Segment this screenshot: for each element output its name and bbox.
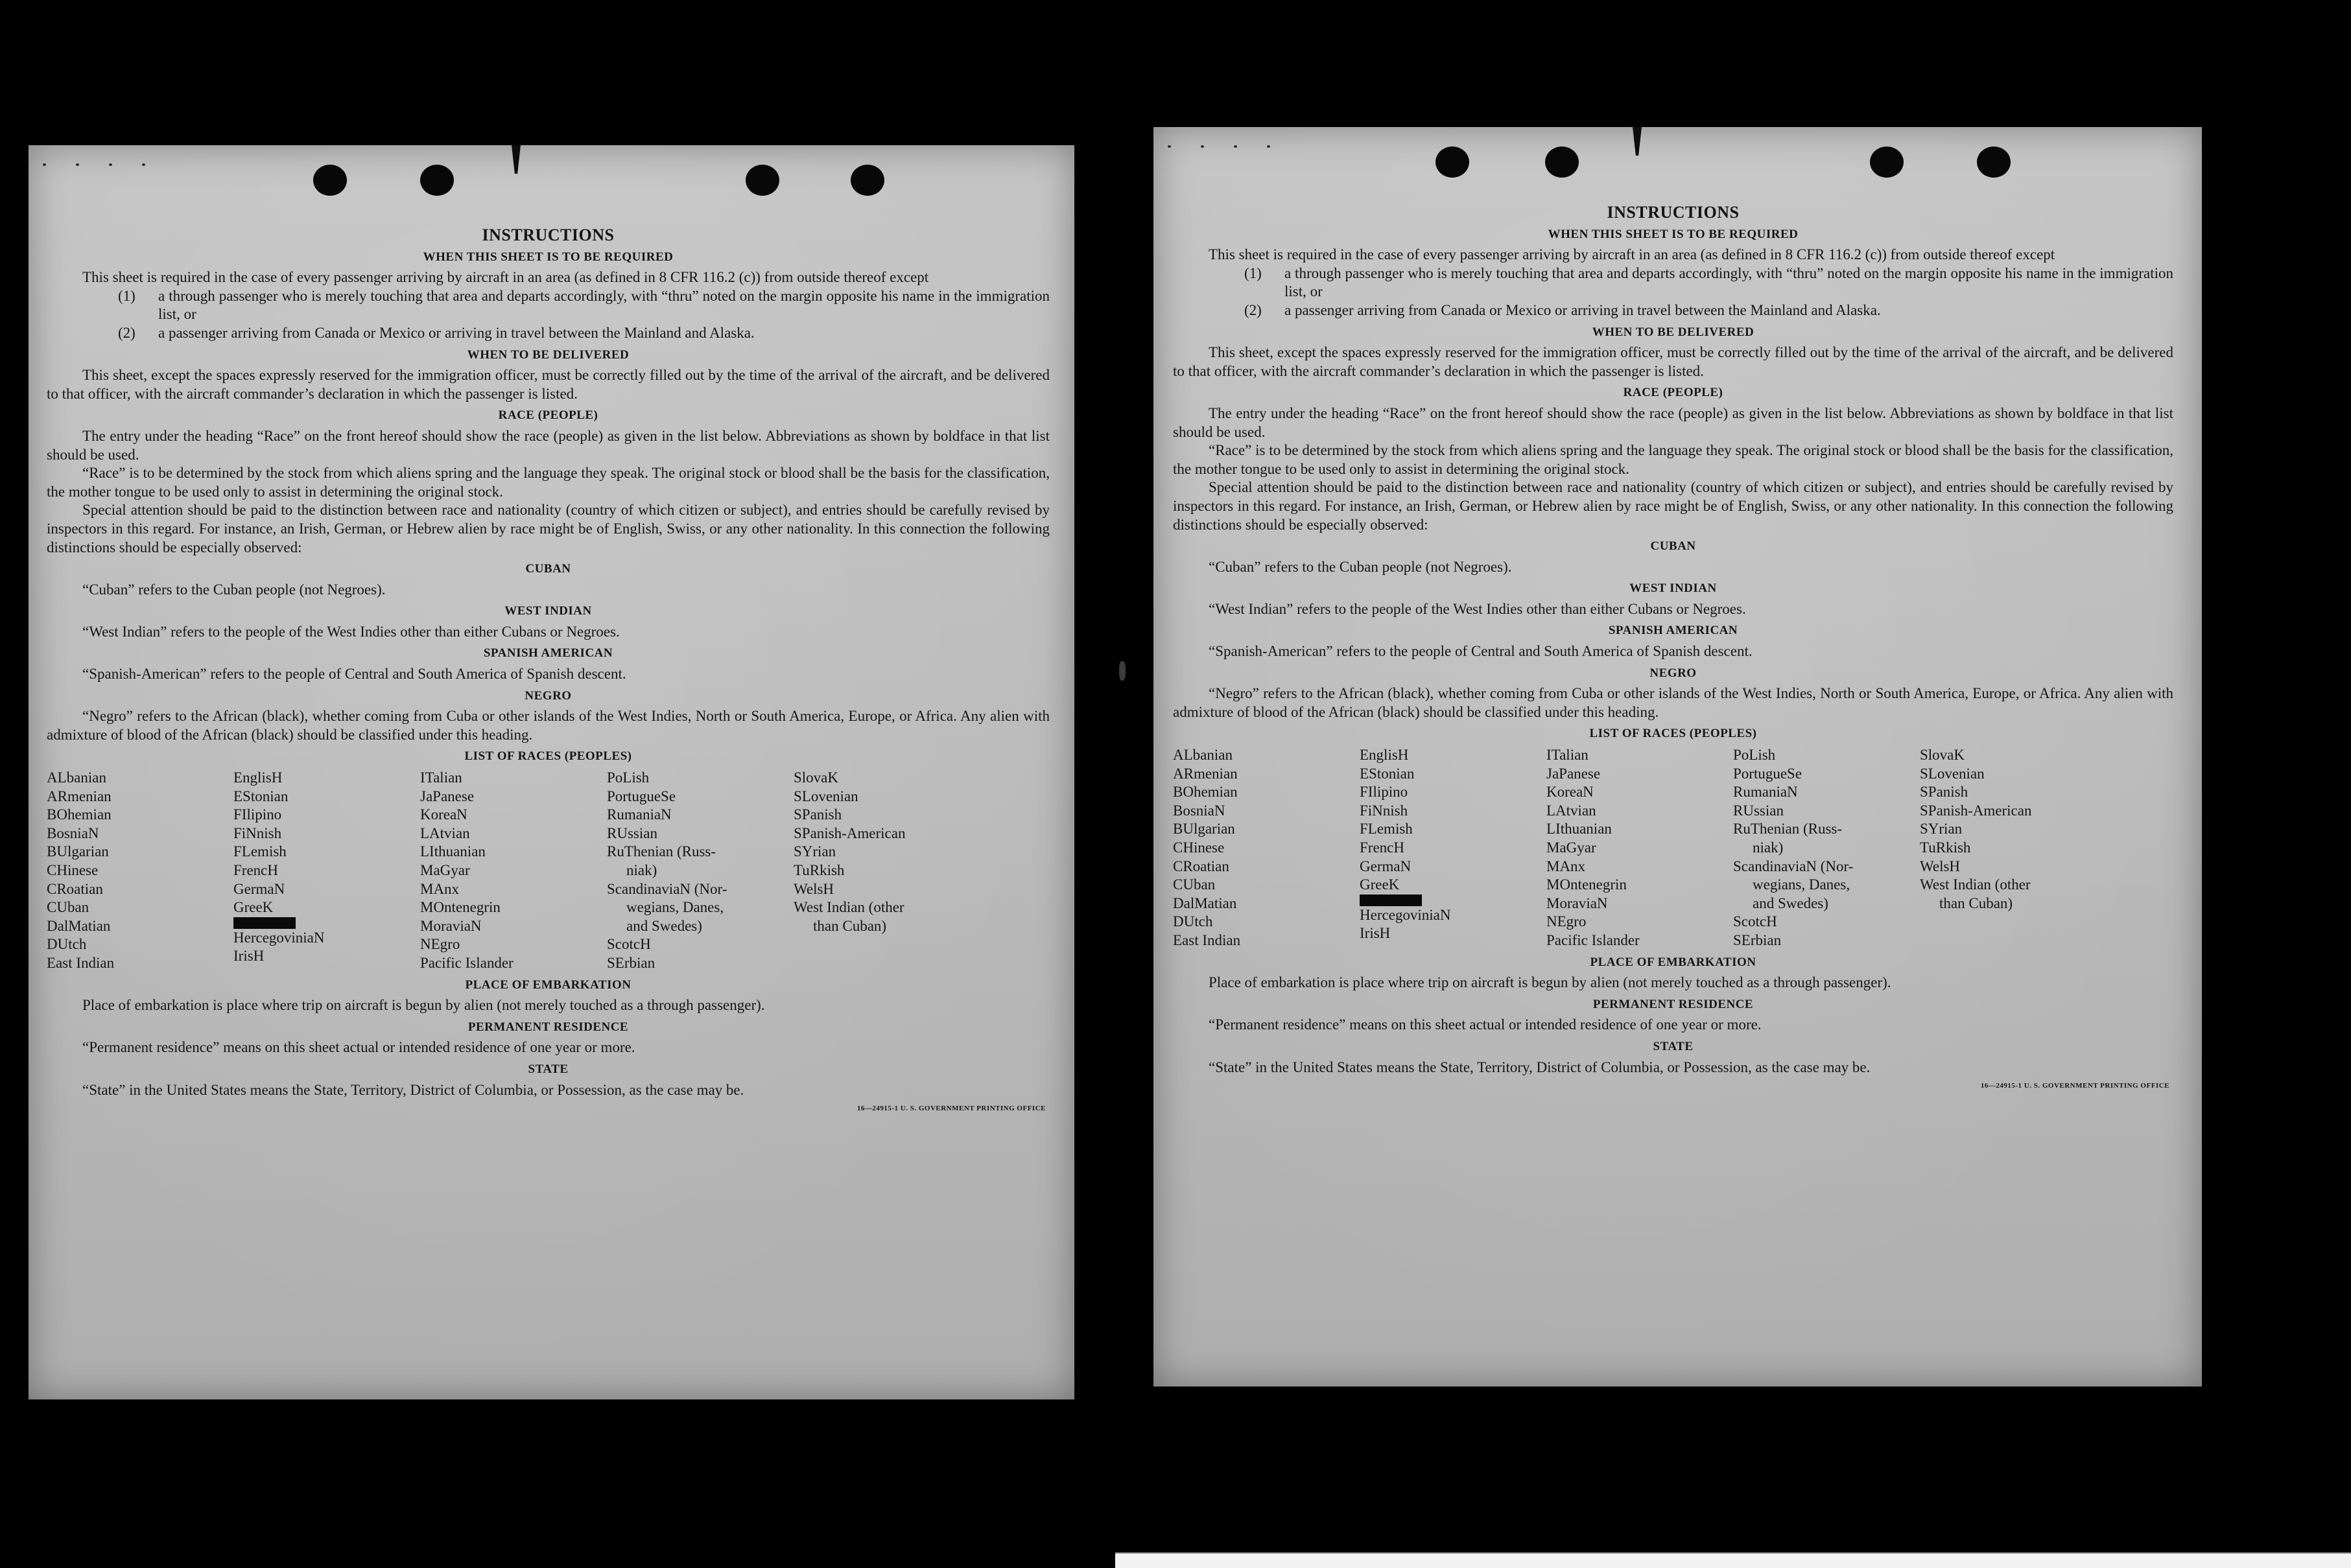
race-list-item: MOntenegrin	[420, 899, 501, 916]
punch-hole	[746, 165, 779, 196]
race-list-item: IrisH	[1360, 925, 1391, 942]
race-list-item: TuRkish	[1920, 839, 1971, 856]
race-list-item: West Indian (other	[1920, 876, 2031, 893]
race-list-item: DUtch	[1173, 913, 1213, 930]
race-list-item: DUtch	[47, 936, 87, 953]
race-column	[47, 769, 233, 973]
residence-text: “Permanent residence” means on this sheet actual or intended residence of one year or more.	[1209, 1016, 1762, 1033]
exception-item: (2) a passenger arriving from Canada or Mexico or arriving in travel between the Mainland and Alaska.	[1244, 301, 1881, 318]
race-paragraph: Special attention should be paid to the distinction between race and nationality (country of which citizen or subject), and entries should be carefully revised by inspectors in this regard. For instance, an Irish, German, or Hebrew alien by race might be of English, Swiss, or any other nationality. In this connection the following distinctions should be especially observed:	[47, 502, 1050, 556]
embarkation-heading: PLACE OF EMBARKATION	[1590, 955, 1756, 969]
race-list-item: RUssian	[1733, 802, 1784, 819]
residence-text: “Permanent residence” means on this sheet actual or intended residence of one year or more.	[82, 1039, 635, 1056]
race-heading: RACE (PEOPLE)	[1623, 386, 1723, 400]
race-column	[1733, 746, 1920, 950]
punch-hole	[1870, 146, 1904, 178]
west-indian-text: “West Indian” refers to the people of the West Indies other than either Cubans or Negroes.	[1209, 600, 1746, 617]
race-list-item: TuRkish	[794, 862, 845, 878]
negro-text: “Negro” refers to the African (black), whether coming from Cuba or other islands of the West Indies, North or South America, Europe, or Africa. Any alien with admixture of blood of the African (black) should be classified under this heading.	[47, 708, 1050, 743]
race-list-item: BUlgarian	[1173, 821, 1235, 837]
race-list-item: Pacific Islander	[420, 954, 514, 971]
race-list-item: MoraviaN	[1546, 895, 1608, 911]
when-delivered-text: This sheet, except the spaces expressly reserved for the immigration officer, must be correctly filled out by the time of the arrival of the aircraft, and be delivered to that officer, with the aircraft commander’s declaration in which the passenger is listed.	[47, 367, 1050, 402]
race-list-item: FiNnish	[1360, 802, 1408, 819]
race-list-item: LAtvian	[420, 825, 470, 841]
race-list-item: than Cuban)	[813, 917, 887, 934]
race-list-item: niak)	[1753, 839, 1784, 856]
race-list-item: CUban	[1173, 876, 1216, 893]
exception-item: (1) a through passenger who is merely touching that area and departs accordingly, with “thru” noted on the margin opposite his name in the immigration list, or	[1244, 264, 2173, 300]
race-list-item: GermaN	[233, 880, 285, 897]
race-list-heading: LIST OF RACES (PEOPLES)	[464, 749, 632, 764]
state-text: “State” in the United States means the State, Territory, District of Columbia, or Possession, as the case may be.	[82, 1081, 744, 1098]
race-list-item: PortugueSe	[1733, 765, 1802, 782]
west-indian-heading: WEST INDIAN	[1629, 581, 1717, 596]
residence-heading: PERMANENT RESIDENCE	[467, 1020, 629, 1034]
race-list-item: JaPanese	[1546, 765, 1601, 782]
race-list-item: ITalian	[1546, 747, 1589, 764]
scan-specks	[43, 163, 211, 171]
binding-notch	[1633, 127, 1642, 156]
race-list-item: BOhemian	[47, 806, 112, 823]
embarkation-text: Place of embarkation is place where trip on aircraft is begun by alien (not merely touched as a through passenger).	[82, 997, 765, 1014]
spanish-american-heading: SPANISH AMERICAN	[1608, 624, 1738, 638]
race-list-item: ARmenian	[47, 788, 112, 804]
residence-heading: PERMANENT RESIDENCE	[1592, 997, 1754, 1011]
race-paragraph: Special attention should be paid to the distinction between race and nationality (country of which citizen or subject), and entries should be carefully revised by inspectors in this regard. For instance, an Irish, German, or Hebrew alien by race might be of English, Swiss, or any other nationality. In this connection the following distinctions should be especially observed:	[1173, 479, 2173, 533]
race-column	[1360, 746, 1546, 950]
punch-hole	[1545, 146, 1579, 178]
scan-specks	[1168, 145, 1336, 153]
scan-artifact	[1119, 661, 1126, 681]
race-list-item: DalMatian	[1173, 895, 1237, 911]
race-list	[1173, 746, 2173, 950]
race-list-item: CRoatian	[47, 880, 103, 897]
form-sheet-right	[1153, 127, 2202, 1387]
race-list-item: BUlgarian	[47, 843, 109, 860]
race-list-item: SYrian	[1920, 821, 1963, 837]
race-list-item: FIlipino	[233, 806, 282, 823]
exception-item: (1) a through passenger who is merely touching that area and departs accordingly, with “thru” noted on the margin opposite his name in the immigration list, or	[118, 287, 1050, 323]
race-list-item: RumaniaN	[1733, 784, 1798, 801]
race-list-item: BOhemian	[1173, 784, 1238, 801]
race-list-item: MAnx	[420, 880, 460, 897]
race-list-item: CUban	[47, 899, 89, 916]
race-paragraph: The entry under the heading “Race” on the front hereof should show the race (people) as given in the list below. Abbreviations as shown by boldface in that list should be used.	[1173, 404, 2173, 440]
race-list-item: EnglisH	[1360, 747, 1409, 764]
race-heading: RACE (PEOPLE)	[498, 408, 598, 423]
state-heading: STATE	[528, 1062, 569, 1076]
punch-hole	[1977, 146, 2011, 178]
race-list-item: RumaniaN	[607, 806, 672, 823]
instructions-title: INSTRUCTIONS	[482, 226, 615, 244]
race-list-item: wegians, Danes,	[1753, 876, 1850, 893]
when-required-heading: WHEN THIS SHEET IS TO BE REQUIRED	[423, 250, 674, 264]
race-list-item: LAtvian	[1546, 802, 1596, 819]
race-list-item: ScotcH	[1733, 913, 1777, 930]
race-list-item: West Indian (other	[794, 899, 904, 916]
race-list-item: WelsH	[794, 880, 834, 897]
spanish-american-heading: SPANISH AMERICAN	[483, 646, 613, 661]
race-list-item: SlovaK	[1920, 747, 1965, 764]
race-list-item: and Swedes)	[626, 917, 702, 934]
race-list-item: MoraviaN	[420, 917, 482, 934]
instructions-title: INSTRUCTIONS	[1607, 203, 1740, 222]
form-sheet-left	[29, 145, 1074, 1399]
race-list-item: HercegoviniaN	[1360, 906, 1451, 923]
race-list-item: RUssian	[607, 825, 657, 841]
race-list-item: RuThenian (Russ-	[1733, 821, 1843, 837]
race-list-item: MOntenegrin	[1546, 876, 1627, 893]
when-required-text: This sheet is required in the case of every passenger arriving by aircraft in an area (as defined in 8 CFR 116.2 (c)) from outside thereof except	[82, 269, 929, 286]
race-list-item: IrisH	[233, 948, 265, 965]
race-list-item: CHinese	[47, 862, 99, 878]
race-list-item: EStonian	[233, 788, 289, 804]
negro-text: “Negro” refers to the African (black), whether coming from Cuba or other islands of the West Indies, North or South America, Europe, or Africa. Any alien with admixture of blood of the African (black) should be classified under this heading.	[1173, 685, 2173, 720]
race-list-item: KoreaN	[420, 806, 467, 823]
embarkation-text: Place of embarkation is place where trip on aircraft is begun by alien (not merely touched as a through passenger).	[1209, 974, 1891, 991]
race-list-item: SYrian	[794, 843, 836, 860]
when-delivered-text: This sheet, except the spaces expressly reserved for the immigration officer, must be correctly filled out by the time of the arrival of the aircraft, and be delivered to that officer, with the aircraft commander’s declaration in which the passenger is listed.	[1173, 344, 2173, 379]
race-list-item: niak)	[626, 862, 657, 878]
race-list-item: FLemish	[233, 843, 287, 860]
race-paragraph: “Race” is to be determined by the stock from which aliens spring and the language they speak. The original stock or blood shall be the basis for the classification, the mother tongue to be used only to assist in determining the original stock.	[1173, 442, 2173, 477]
race-list-item: JaPanese	[420, 788, 475, 804]
when-required-text: This sheet is required in the case of every passenger arriving by aircraft in an area (as defined in 8 CFR 116.2 (c)) from outside thereof except	[1209, 246, 2055, 263]
race-list-item: NEgro	[1546, 913, 1587, 930]
race-list-item: SErbian	[1733, 931, 1782, 948]
race-list-item: SLovenian	[794, 788, 858, 804]
when-delivered-heading: WHEN TO BE DELIVERED	[467, 347, 630, 362]
race-column	[420, 769, 607, 973]
race-list-item: than Cuban)	[1939, 895, 2013, 911]
race-list-item: ScandinaviaN (Nor-	[607, 880, 727, 897]
embarkation-heading: PLACE OF EMBARKATION	[465, 977, 632, 992]
punch-hole	[851, 165, 884, 196]
race-list-item: East Indian	[1173, 931, 1241, 948]
race-list-item: SPanish-American	[1920, 802, 2032, 819]
race-list-item: CHinese	[1173, 839, 1225, 856]
race-column	[794, 769, 1050, 973]
race-list-heading: LIST OF RACES (PEOPLES)	[1589, 727, 1757, 741]
race-column	[607, 769, 794, 973]
race-paragraph: “Race” is to be determined by the stock from which aliens spring and the language they speak. The original stock or blood shall be the basis for the classification, the mother tongue to be used only to assist in determining the original stock.	[47, 465, 1050, 500]
race-list-item: MaGyar	[420, 862, 470, 878]
race-list-item: LIthuanian	[1546, 821, 1612, 837]
race-list-item: PortugueSe	[607, 788, 676, 804]
punch-hole	[1435, 146, 1469, 178]
race-list-item: East Indian	[47, 954, 115, 971]
west-indian-text: “West Indian” refers to the people of the West Indies other than either Cubans or Negroes.	[82, 623, 620, 640]
negro-heading: NEGRO	[1649, 666, 1697, 680]
spanish-american-text: “Spanish-American” refers to the people of Central and South America of Spanish descent.	[82, 666, 626, 683]
when-delivered-heading: WHEN TO BE DELIVERED	[1592, 325, 1754, 339]
race-list-item: ScandinaviaN (Nor-	[1733, 858, 1854, 874]
race-column	[233, 769, 420, 973]
race-list-item: WelsH	[1920, 858, 1961, 874]
race-list-item: BosniaN	[47, 825, 99, 841]
race-list-item: MAnx	[1546, 858, 1586, 874]
race-list-item: wegians, Danes,	[626, 899, 724, 916]
race-list-item: EStonian	[1360, 765, 1415, 782]
race-list-item: HercegoviniaN	[233, 929, 325, 946]
race-list-item: PoLish	[1733, 747, 1776, 764]
state-heading: STATE	[1653, 1039, 1694, 1053]
race-list-item: RuThenian (Russ-	[607, 843, 716, 860]
cuban-text: “Cuban” refers to the Cuban people (not Negroes).	[82, 581, 386, 598]
cuban-heading: CUBAN	[525, 562, 571, 576]
race-list-item: ARmenian	[1173, 765, 1238, 782]
printer-mark: 16—24915-1 U. S. GOVERNMENT PRINTING OFFICE	[1980, 1082, 2169, 1090]
cuban-text: “Cuban” refers to the Cuban people (not Negroes).	[1209, 558, 1512, 575]
race-list-item: MaGyar	[1546, 839, 1596, 856]
state-text: “State” in the United States means the State, Territory, District of Columbia, or Possession, as the case may be.	[1209, 1059, 1871, 1075]
redaction-mark	[233, 917, 420, 929]
race-list-item: EnglisH	[233, 769, 283, 786]
race-list-item: CRoatian	[1173, 858, 1229, 874]
race-list-item: SPanish	[1920, 784, 1968, 801]
race-list-item: SPanish	[794, 806, 842, 823]
instructions-body	[47, 226, 1050, 1118]
west-indian-heading: WEST INDIAN	[504, 604, 592, 618]
race-list-item: PoLish	[607, 769, 650, 786]
race-list-item: GreeK	[233, 899, 274, 916]
race-column	[1546, 746, 1733, 950]
race-list-item: and Swedes)	[1753, 895, 1828, 911]
race-list-item: NEgro	[420, 936, 460, 953]
race-list-item: SErbian	[607, 954, 656, 971]
race-list-item: FrencH	[1360, 839, 1404, 856]
spanish-american-text: “Spanish-American” refers to the people of Central and South America of Spanish descent.	[1209, 643, 1753, 660]
race-list-item: FiNnish	[233, 825, 282, 841]
race-paragraph: The entry under the heading “Race” on the front hereof should show the race (people) as given in the list below. Abbreviations as shown by boldface in that list should be used.	[47, 427, 1050, 463]
race-list-item: ScotcH	[607, 936, 651, 953]
race-list-item: BosniaN	[1173, 802, 1225, 819]
negro-heading: NEGRO	[525, 688, 572, 703]
race-list-item: SPanish-American	[794, 825, 906, 841]
race-list-item: SLovenian	[1920, 765, 1985, 782]
race-list-item: GreeK	[1360, 876, 1400, 893]
race-list-item: ITalian	[420, 769, 462, 786]
race-list	[47, 769, 1050, 973]
race-list-item: SlovaK	[794, 769, 838, 786]
race-list-item: ALbanian	[1173, 747, 1233, 764]
race-list-item: LIthuanian	[420, 843, 486, 860]
punch-hole	[420, 165, 454, 196]
when-required-heading: WHEN THIS SHEET IS TO BE REQUIRED	[1548, 227, 1799, 241]
race-column	[1173, 746, 1360, 950]
race-list-item: ALbanian	[47, 769, 106, 786]
cuban-heading: CUBAN	[1650, 539, 1696, 554]
redaction-mark	[1360, 895, 1546, 906]
printer-mark: 16—24915-1 U. S. GOVERNMENT PRINTING OFFICE	[857, 1105, 1046, 1113]
punch-hole	[313, 165, 347, 196]
race-list-item: GermaN	[1360, 858, 1412, 874]
race-column	[1920, 746, 2173, 950]
scanner-edge-strip	[1115, 1552, 2351, 1568]
exception-item: (2) a passenger arriving from Canada or Mexico or arriving in travel between the Mainland and Alaska.	[118, 324, 755, 341]
race-list-item: KoreaN	[1546, 784, 1594, 801]
binding-notch	[512, 145, 521, 174]
race-list-item: DalMatian	[47, 917, 111, 934]
race-list-item: FIlipino	[1360, 784, 1408, 801]
race-list-item: FrencH	[233, 862, 278, 878]
instructions-body	[1173, 204, 2173, 1095]
race-list-item: FLemish	[1360, 821, 1413, 837]
race-list-item: Pacific Islander	[1546, 931, 1640, 948]
